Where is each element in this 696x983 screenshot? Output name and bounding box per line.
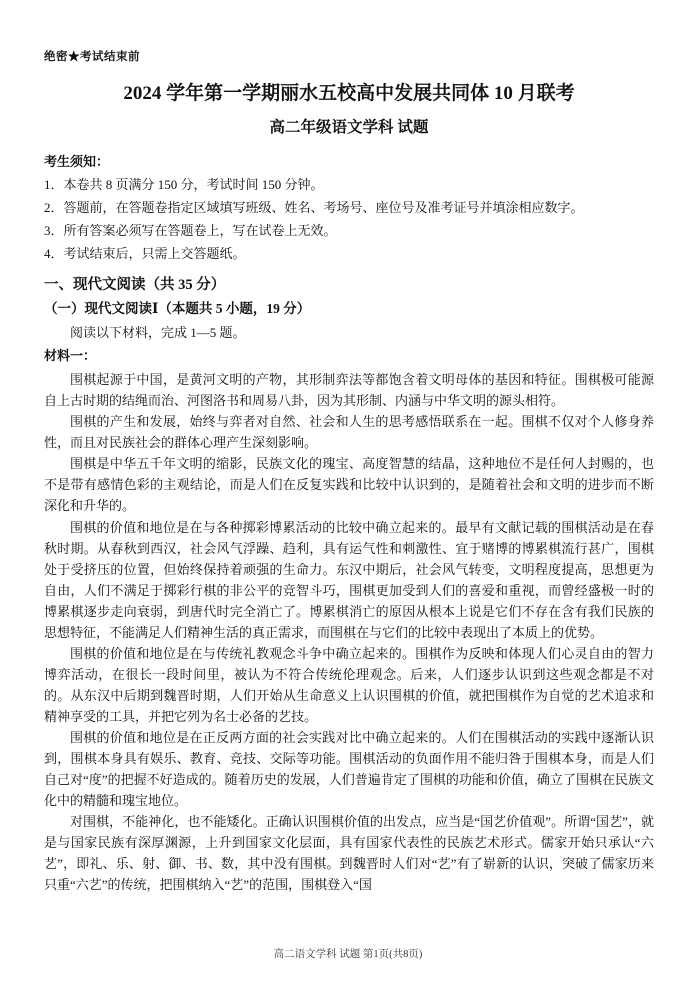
- exam-subtitle: 高二年级语文学科 试题: [269, 119, 429, 136]
- material-paragraph: 围棋的价值和地位是在正反两方面的社会实践对比中确立起来的。人们在围棋活动的实践中逐渐认识到，围棋本身具有娱乐、教育、竞技、交际等功能。围棋活动的负面作用不能归咎于围棋本身，而是人们自己对“度”的把握不好造成的。随着历史的发展，人们普遍肯定了围棋的功能和价值，确立了围棋在民族文化中的精髓和瑰宝地位。: [44, 729, 654, 809]
- exam-title: 2024 学年第一学期丽水五校高中发展共同体 10 月联考: [123, 83, 575, 104]
- material-1-label: 材料一：: [44, 348, 97, 364]
- notice-item-1: 1．本卷共 8 页满分 150 分，考试时间 150 分钟。: [44, 177, 324, 193]
- candidate-notice: [44, 151, 654, 266]
- material-paragraph: 对围棋，不能神化，也不能矮化。正确认识围棋价值的出发点，应当是“国艺价值观”。所谓“国艺”，就是与国家民族有深厚渊源，上升到国家文化层面，具有国家代表性的民族艺术形式。儒家开始只承认“六艺”，即礼、乐、射、御、书、数，其中没有围棋。到魏晋时人们对“艺”有了崭新的认识，突破了儒家历来只重“六艺”的传统，把围棋纳入“艺”的范围，围棋登入“国: [44, 814, 654, 893]
- material-1-body: [44, 369, 654, 895]
- material-paragraph: 围棋的产生和发展，始终与弈者对自然、社会和人生的思考感悟联系在一起。围棋不仅对个人修身养性，而且对民族社会的群体心理产生深刻影响。: [44, 414, 654, 451]
- page-footer: 高二语文学科 试题 第1页(共8页): [273, 949, 423, 960]
- material-paragraph: 围棋的价值和地位是在与传统礼教观念斗争中确立起来的。围棋作为反映和体现人们心灵自由的智力博弈活动，在很长一段时间里，被认为不符合传统伦理观念。后来，人们逐步认识到这些观念都是不对的。从东汉中后期到魏晋时期，人们开始从生命意义上认识围棋的价值，就把围棋作为自觉的艺术追求和精神享受的工具，并把它列为名士必备的艺技。: [44, 645, 654, 724]
- material-paragraph: 围棋是中华五千年文明的缩影，民族文化的瑰宝、高度智慧的结晶，这种地位不是任何人封赐的，也不是带有感情色彩的主观结论，而是人们在反复实践和比较中认识到的，是随着社会和文明的进步而不断深化和升华的。: [44, 456, 654, 514]
- section-1-heading: 一、现代文阅读（共 35 分）: [44, 276, 226, 293]
- material-paragraph: 围棋起源于中国，是黄河文明的产物，其形制弈法等都饱含着文明母体的基因和特征。围棋极可能源自上古时期的结绳而治、河图洛书和周易八卦，因为其形制、内涵与中华文明的源头相符。: [44, 372, 654, 409]
- notice-item-3: 3．所有答案必须写在答题卷上，写在试卷上无效。: [44, 223, 337, 239]
- notice-item-4: 4．考试结束后，只需上交答题纸。: [44, 246, 246, 262]
- security-marking: 绝密★考试结束前: [44, 51, 140, 63]
- reading-instruction: 阅读以下材料，完成 1—5 题。: [70, 324, 246, 340]
- notice-item-2: 2．答题前，在答题卷指定区域填写班级、姓名、考场号、座位号及准考证号并填涂相应数字。: [44, 200, 584, 216]
- section-1-sub-heading: （一）现代文阅读Ⅰ（本题共 5 小题，19 分）: [44, 301, 311, 317]
- material-paragraph: 围棋的价值和地位是在与各种掷彩博累活动的比较中确立起来的。最早有文献记载的围棋活动是在春秋时期。从春秋到西汉，社会风气浮躁、趋利，具有运气性和刺激性、宜于赌博的博累棋流行甚广，围棋处于受挤压的位置，但始终保持着顽强的生命力。东汉中期后，社会风气转变，文明程度提高，思想更为自由，人们不满足于掷彩行棋的非公平的竞智斗巧，围棋更加受到人们的喜爱和重视，而曾经盛极一时的博累棋逐步走向衰弱，到唐代时完全消亡了。博累棋消亡的原因从根本上说是它们不存在含有我们民族的思想特征，不能满足人们精神生活的真正需求，而围棋在与它们的比较中表现出了本质上的优势。: [44, 519, 654, 640]
- notice-heading: 考生须知：: [44, 154, 110, 169]
